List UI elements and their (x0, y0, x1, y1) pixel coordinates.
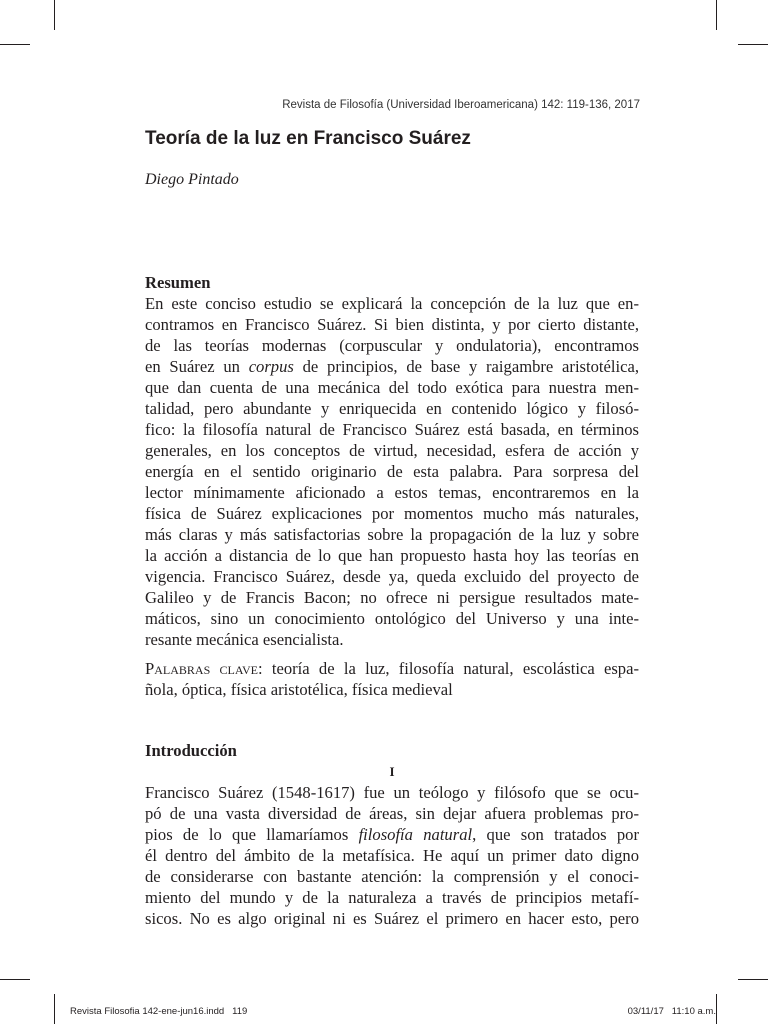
abstract-line: más claras y más satisfactorias sobre la propagación de la luz y sobre (145, 525, 639, 544)
abstract-italic-term: corpus (248, 357, 294, 376)
abstract-text: de principios, de base y raigambre aristotélica, (293, 357, 639, 376)
abstract-line: fico: la filosofía natural de Francisco Suárez está basada, en términos (145, 420, 639, 439)
crop-mark (738, 979, 768, 980)
intro-line: sicos. No es algo original ni es Suárez el primero en hacer esto, pero (145, 909, 639, 928)
abstract-line: física de Suárez explicaciones por momentos mucho más naturales, (145, 504, 639, 523)
abstract-line: máticos, sino un conocimiento ontológico del Universo y una inte- (145, 609, 639, 628)
crop-mark (54, 0, 55, 30)
abstract-line: contramos en Francisco Suárez. Si bien distinta, y por cierto distante, (145, 315, 639, 334)
abstract-line: resante mecánica esencialista. (145, 630, 344, 649)
keywords-line: ñola, óptica, física aristotélica, física medieval (145, 680, 453, 699)
intro-text: pios de lo que llamaríamos (145, 825, 359, 844)
abstract (145, 272, 639, 650)
abstract-line: la acción a distancia de lo que han propuesto hasta hoy las teorías en (145, 546, 639, 565)
intro-italic-term: filosofía natural (358, 825, 473, 844)
abstract-line: Galileo y de Francis Bacon; no ofrece ni persigue resultados mate- (145, 588, 639, 607)
intro-line: miento del mundo y de la naturaleza a través de principios metafí- (145, 888, 639, 907)
crop-mark (716, 994, 717, 1024)
crop-mark (716, 0, 717, 30)
intro-line (145, 824, 639, 845)
keywords-line (145, 658, 639, 679)
crop-mark (0, 979, 30, 980)
section-numeral: I (389, 764, 395, 779)
intro-line: de considerarse con bastante atención: la comprensión y el conoci- (145, 867, 639, 886)
crop-mark (738, 44, 768, 45)
intro-text: , que son tratados por (472, 825, 639, 844)
abstract-text: en Suárez un (145, 357, 249, 376)
footer-date-slug: 03/11/17 11:10 a.m. (627, 1006, 716, 1017)
abstract-line: talidad, pero abundante y enriquecida en contenido lógico y filosó- (145, 399, 639, 418)
abstract-line: lector mínimamente aficionado a estos temas, encontraremos en la (145, 483, 639, 502)
abstract-line: de las teorías modernas (corpuscular y ondulatoria), encontramos (145, 336, 639, 355)
introduction (145, 740, 639, 929)
keywords-label: Palabras clave (145, 659, 258, 678)
introduction-heading: Introducción (145, 741, 237, 760)
abstract-line (145, 356, 639, 377)
intro-line: él dentro del ámbito de la metafísica. He aquí un primer dato digno (145, 846, 639, 865)
intro-line: Francisco Suárez (1548-1617) fue un teólogo y filósofo que se ocu- (145, 783, 639, 802)
abstract-heading: Resumen (145, 273, 211, 292)
abstract-line: que dan cuenta de una mecánica del todo exótica para nuestra men- (145, 378, 639, 397)
footer-file-slug: Revista Filosofia 142-ene-jun16.indd 119 (70, 1006, 248, 1017)
article-author: Diego Pintado (145, 171, 239, 188)
keywords (145, 658, 639, 700)
crop-mark (54, 994, 55, 1024)
crop-mark (0, 44, 30, 45)
abstract-line: vigencia. Francisco Suárez, desde ya, queda excluido del proyecto de (145, 567, 639, 586)
abstract-line: En este conciso estudio se explicará la concepción de la luz que en- (145, 294, 639, 313)
journal-reference: Revista de Filosofía (Universidad Iberoamericana) 142: 119-136, 2017 (282, 99, 640, 111)
abstract-line: generales, en los conceptos de virtud, necesidad, esfera de acción y (145, 441, 639, 460)
keywords-text: : teoría de la luz, filosofía natural, escolástica espa- (257, 659, 639, 678)
abstract-line: energía en el sentido originario de esta palabra. Para sorpresa del (145, 462, 639, 481)
article-title: Teoría de la luz en Francisco Suárez (145, 128, 471, 149)
intro-line: pó de una vasta diversidad de áreas, sin dejar afuera problemas pro- (145, 804, 639, 823)
